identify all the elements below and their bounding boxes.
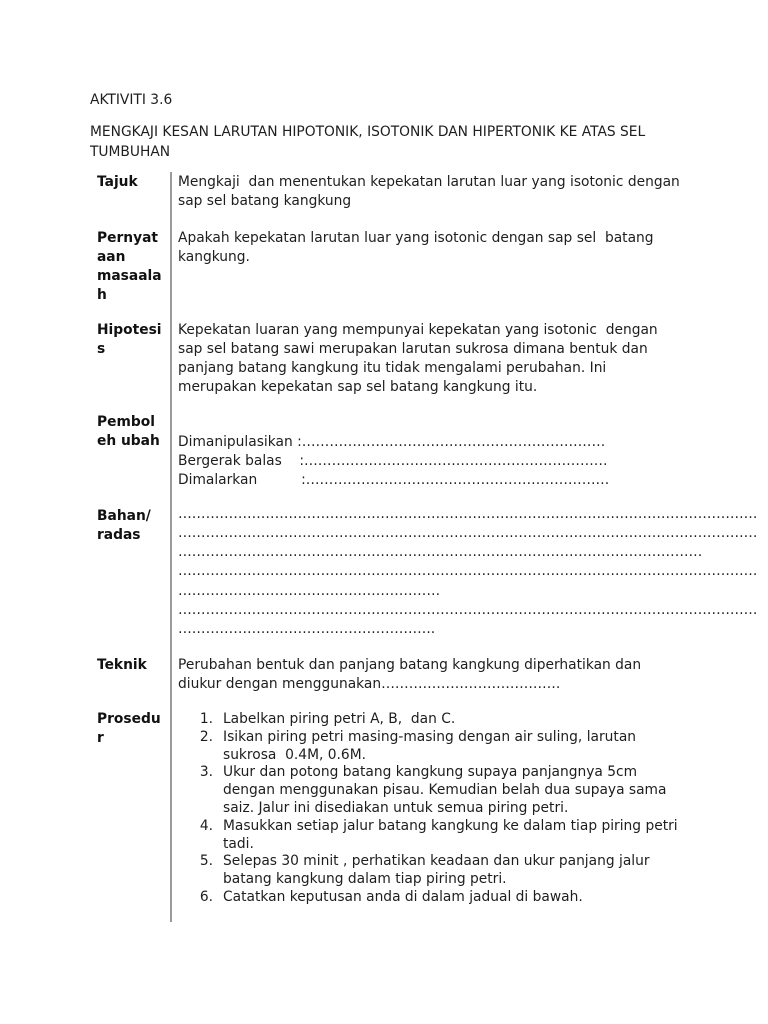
row-content [178, 173, 748, 212]
dotted-blank-line: ……………………………………………….. [178, 621, 436, 638]
activity-title-line: TUMBUHAN [90, 144, 171, 160]
row-content [178, 656, 748, 695]
step-text-line: Isikan piring petri masing-masing dengan air suling, larutan [223, 728, 637, 745]
row-label [97, 173, 169, 192]
step-number: 4. [199, 817, 213, 834]
step-text-line: Catatkan keputusan anda di dalam jadual di bawah. [223, 888, 583, 905]
row-label-line: Pernyat [97, 229, 158, 246]
content-line: Perubahan bentuk dan panjang batang kangkung diperhatikan dan [178, 656, 642, 673]
procedure-step [178, 764, 748, 817]
row-label-line: r [97, 729, 104, 746]
row-content [178, 321, 748, 398]
activity-number: AKTIVITI 3.6 [90, 92, 173, 108]
row-label [97, 229, 169, 306]
step-number: 1. [199, 711, 213, 727]
row-content [178, 229, 748, 268]
step-text-line: Labelkan piring petri A, B, dan C. [223, 711, 456, 727]
row-label [97, 710, 169, 749]
step-text [223, 818, 678, 854]
procedure-list [178, 711, 748, 907]
step-number: 5. [199, 853, 213, 870]
step-text-line: dengan menggunakan pisau. Kemudian belah dua supaya sama [223, 782, 667, 799]
content-line: panjang batang kangkung itu tidak mengalami perubahan. Ini [178, 360, 607, 377]
step-text-line: tadi. [223, 835, 254, 852]
dotted-blank-line: ……………………………………………………………………………………………………………… [178, 505, 758, 522]
row-label-line: eh ubah [97, 432, 160, 449]
variable-responding-line: Bergerak balas :………………………………………………………… [178, 452, 608, 469]
dotted-blank-line: ……………………………………………………………………………………………………………… [178, 563, 758, 580]
procedure-step [178, 711, 748, 729]
procedure-step [178, 818, 748, 854]
dotted-blank-line: ……………………………………………………………………………………………………………… [178, 524, 758, 541]
dotted-blank-line: …………………………………………………………………………………………………… [178, 544, 703, 561]
step-number: 6. [199, 888, 213, 905]
step-number: 3. [199, 764, 213, 781]
step-text [223, 711, 455, 729]
content-line: merupakan kepekatan sap sel batang kangkung itu. [178, 379, 538, 396]
content-line: sap sel batang sawi merupakan larutan sukrosa dimana bentuk dan [178, 340, 648, 357]
variable-manipulated-line: Dimanipulasikan :………………………………………………………… [178, 433, 606, 450]
step-text [223, 889, 583, 907]
step-text-line: Selepas 30 minit , perhatikan keadaan dan ukur panjang jalur [223, 853, 650, 870]
row-label-line: h [97, 287, 107, 304]
row-label [97, 507, 169, 546]
row-content [178, 433, 748, 491]
step-number: 2. [199, 728, 213, 745]
step-text [223, 764, 666, 817]
content-line: diukur dengan menggunakan………………………………… [178, 675, 561, 692]
step-text-line: Masukkan setiap jalur batang kangkung ke dalam tiap piring petri [223, 817, 678, 834]
row-label-line: aan [97, 248, 126, 265]
step-text-line: Ukur dan potong batang kangkung supaya panjangnya 5cm [223, 764, 638, 781]
content-line: kangkung. [178, 248, 250, 265]
step-text [223, 729, 636, 765]
step-text-line: saiz. Jalur ini disediakan untuk semua piring petri. [223, 799, 569, 816]
procedure-step [178, 729, 748, 765]
column-divider [170, 172, 172, 922]
content-line: Mengkaji dan menentukan kepekatan larutan luar yang isotonic dengan [178, 174, 680, 190]
dotted-blank-line: ………………………………………………… [178, 582, 441, 599]
procedure-step [178, 853, 748, 889]
row-label [97, 321, 169, 360]
row-content [178, 505, 758, 640]
row-label-line: radas [97, 526, 141, 543]
row-label-line: Teknik [97, 656, 147, 673]
variable-constant-line: Dimalarkan :………………………………………………………… [178, 472, 610, 489]
row-label-line: Hipotesi [97, 321, 162, 338]
content-line: Apakah kepekatan larutan luar yang isotonic dengan sap sel batang [178, 229, 654, 246]
row-label-line: Bahan/ [97, 507, 151, 524]
row-label-line: Tajuk [97, 174, 138, 190]
row-label-line: Prosedu [97, 710, 161, 727]
row-label-line: Pembol [97, 413, 155, 430]
content-line: Kepekatan luaran yang mempunyai kepekatan yang isotonic dengan [178, 321, 658, 338]
step-text-line: sukrosa 0.4M, 0.6M. [223, 746, 366, 763]
row-label [97, 656, 169, 675]
activity-title-line: MENGKAJI KESAN LARUTAN HIPOTONIK, ISOTONIK DAN HIPERTONIK KE ATAS SEL [90, 124, 646, 140]
step-text [223, 853, 650, 889]
row-label-line: s [97, 340, 106, 357]
content-line: sap sel batang kangkung [178, 193, 352, 210]
activity-title [90, 122, 645, 162]
step-text-line: batang kangkung dalam tiap piring petri. [223, 871, 507, 888]
row-label [97, 413, 169, 452]
procedure-step [178, 889, 748, 907]
dotted-blank-line: ……………………………………………………………………………………………………………… [178, 601, 758, 618]
row-label-line: masaala [97, 268, 162, 285]
